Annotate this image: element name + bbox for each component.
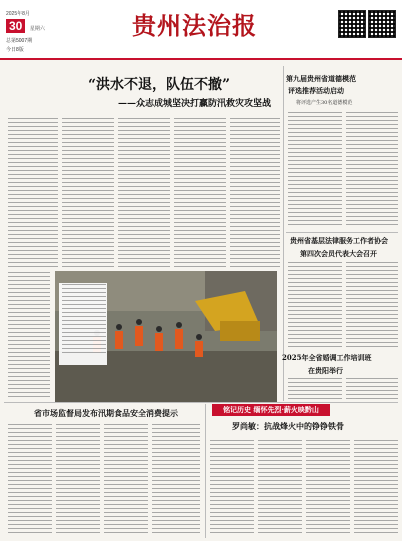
bottom-left-body-3 bbox=[104, 424, 148, 536]
right-story-2-headline-2: 第四次会员代表大会召开 bbox=[300, 249, 377, 258]
masthead-rule bbox=[0, 58, 402, 60]
newspaper-logo: 贵州法治报 bbox=[132, 11, 257, 40]
qr-code-icon bbox=[338, 10, 366, 38]
lead-body-col-2 bbox=[62, 118, 114, 268]
bottom-left-body-1 bbox=[8, 424, 52, 536]
caption-column bbox=[8, 272, 50, 400]
right-story-3-body-b bbox=[346, 378, 398, 402]
bottom-right-body-1 bbox=[210, 440, 254, 536]
right-story-3-headline-2: 在贵阳举行 bbox=[308, 366, 343, 375]
bottom-right-headline: 罗尚敏：抗战烽火中的铮铮铁骨 bbox=[232, 421, 344, 431]
day-number: 30 bbox=[6, 19, 25, 33]
lead-body-col-1 bbox=[8, 118, 58, 268]
bottom-left-headline: 省市场监督局发布汛期食品安全消费提示 bbox=[34, 408, 178, 418]
lead-headline: “洪水不退，队伍不撤” bbox=[88, 77, 231, 93]
section-divider bbox=[286, 232, 398, 233]
page-count: 今日8版 bbox=[6, 47, 24, 53]
bottom-right-body-2 bbox=[258, 440, 302, 536]
bottom-left-body-4 bbox=[152, 424, 200, 536]
lead-body-col-3 bbox=[118, 118, 170, 268]
weekday: 星期六 bbox=[29, 26, 45, 32]
bottom-right-body-4 bbox=[354, 440, 398, 536]
lead-subhead: ——众志成城坚决打赢防汛救灾攻坚战 bbox=[118, 99, 272, 109]
lead-body-col-4 bbox=[174, 118, 226, 268]
right-story-1-headline-2: 评选推荐活动启动 bbox=[288, 86, 344, 95]
photo-caption bbox=[60, 284, 112, 368]
masthead bbox=[0, 0, 402, 58]
lead-body-col-5 bbox=[230, 118, 280, 268]
date: 2025年8月 bbox=[6, 11, 30, 17]
bottom-column-divider bbox=[205, 404, 206, 538]
right-story-1-headline-1: 第九届贵州省道德模范 bbox=[286, 74, 356, 83]
right-story-2-headline-1: 贵州省基层法律服务工作者协会 bbox=[290, 236, 388, 245]
right-story-3-body-a bbox=[288, 378, 342, 402]
issue-number: 总第5007期 bbox=[6, 38, 33, 44]
right-story-1-subhead: 将评选产生30名道德模范 bbox=[296, 100, 353, 106]
right-story-2-body-b bbox=[346, 262, 398, 348]
right-story-1-body-a bbox=[288, 112, 342, 228]
bottom-left-body-2 bbox=[56, 424, 100, 536]
column-divider bbox=[283, 66, 284, 401]
right-story-2-body-a bbox=[288, 262, 342, 348]
bottom-divider bbox=[4, 402, 398, 403]
qr-code-icon bbox=[368, 10, 396, 38]
right-story-1-body-b bbox=[346, 112, 398, 228]
photo-caption-text bbox=[62, 284, 106, 354]
right-story-3-headline-1: 2025年全省婚调工作培训班 bbox=[282, 353, 372, 362]
series-banner: 铭记历史 缅怀先烈·薪火映黔山 bbox=[212, 404, 330, 416]
date-box bbox=[6, 10, 96, 53]
bottom-right-body-3 bbox=[306, 440, 350, 536]
